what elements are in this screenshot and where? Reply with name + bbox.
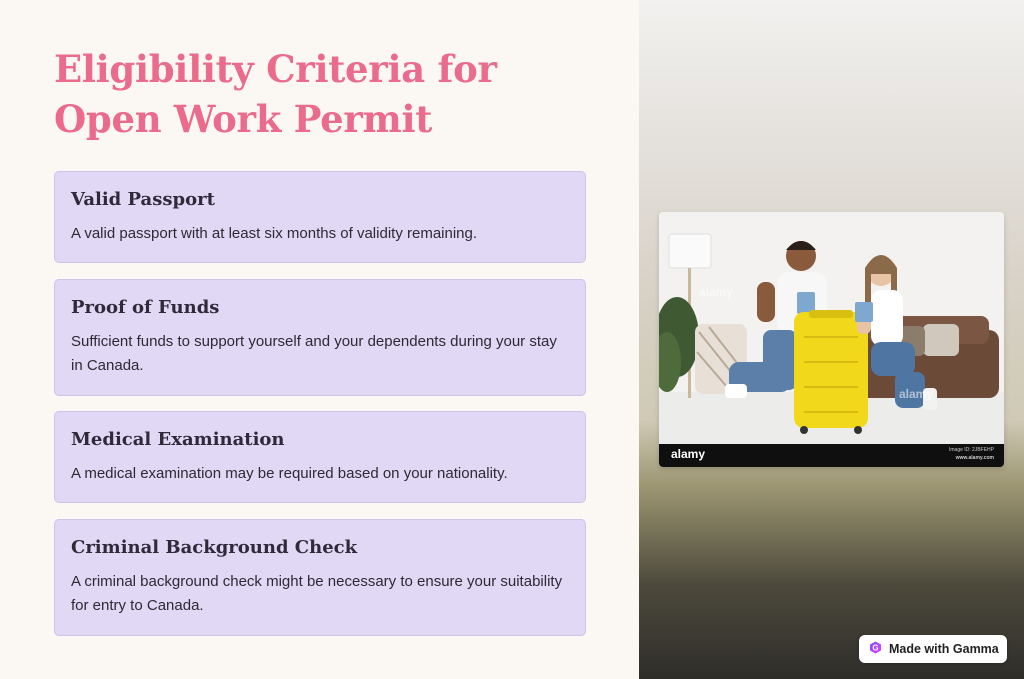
svg-text:alamy: alamy xyxy=(899,387,934,401)
card-text: A valid passport with at least six months of validity remaining. xyxy=(71,225,478,242)
criteria-card-funds xyxy=(54,279,586,396)
criteria-card-passport xyxy=(54,171,586,263)
card-text: A criminal background check might be necessary to ensure your suitability for entry to Canada. xyxy=(71,573,563,614)
card-heading: Medical Examination xyxy=(71,429,285,450)
card-text: A medical examination may be required based on your nationality. xyxy=(71,465,508,482)
card-text: Sufficient funds to support yourself and your dependents during your stay in Canada. xyxy=(71,333,557,374)
svg-text:G: G xyxy=(872,643,879,653)
alamy-watermark: alamy xyxy=(671,447,706,461)
svg-text:alamy: alamy xyxy=(699,285,734,299)
card-heading: Valid Passport xyxy=(71,189,215,210)
image-id-label: Image ID: 2JBFEHP xyxy=(948,447,994,453)
card-heading: Criminal Background Check xyxy=(71,537,358,558)
couple-suitcase-photo xyxy=(659,212,1004,467)
card-heading: Proof of Funds xyxy=(71,297,220,318)
alamy-site-label: www.alamy.com xyxy=(955,455,994,461)
page-title: Eligibility Criteria for Open Work Permit xyxy=(54,47,497,141)
criteria-card-background xyxy=(54,519,586,636)
gamma-logo-icon xyxy=(869,641,882,657)
made-with-gamma-badge[interactable] xyxy=(859,635,1007,663)
badge-label: Made with Gamma xyxy=(889,642,999,656)
criteria-card-medical xyxy=(54,411,586,503)
